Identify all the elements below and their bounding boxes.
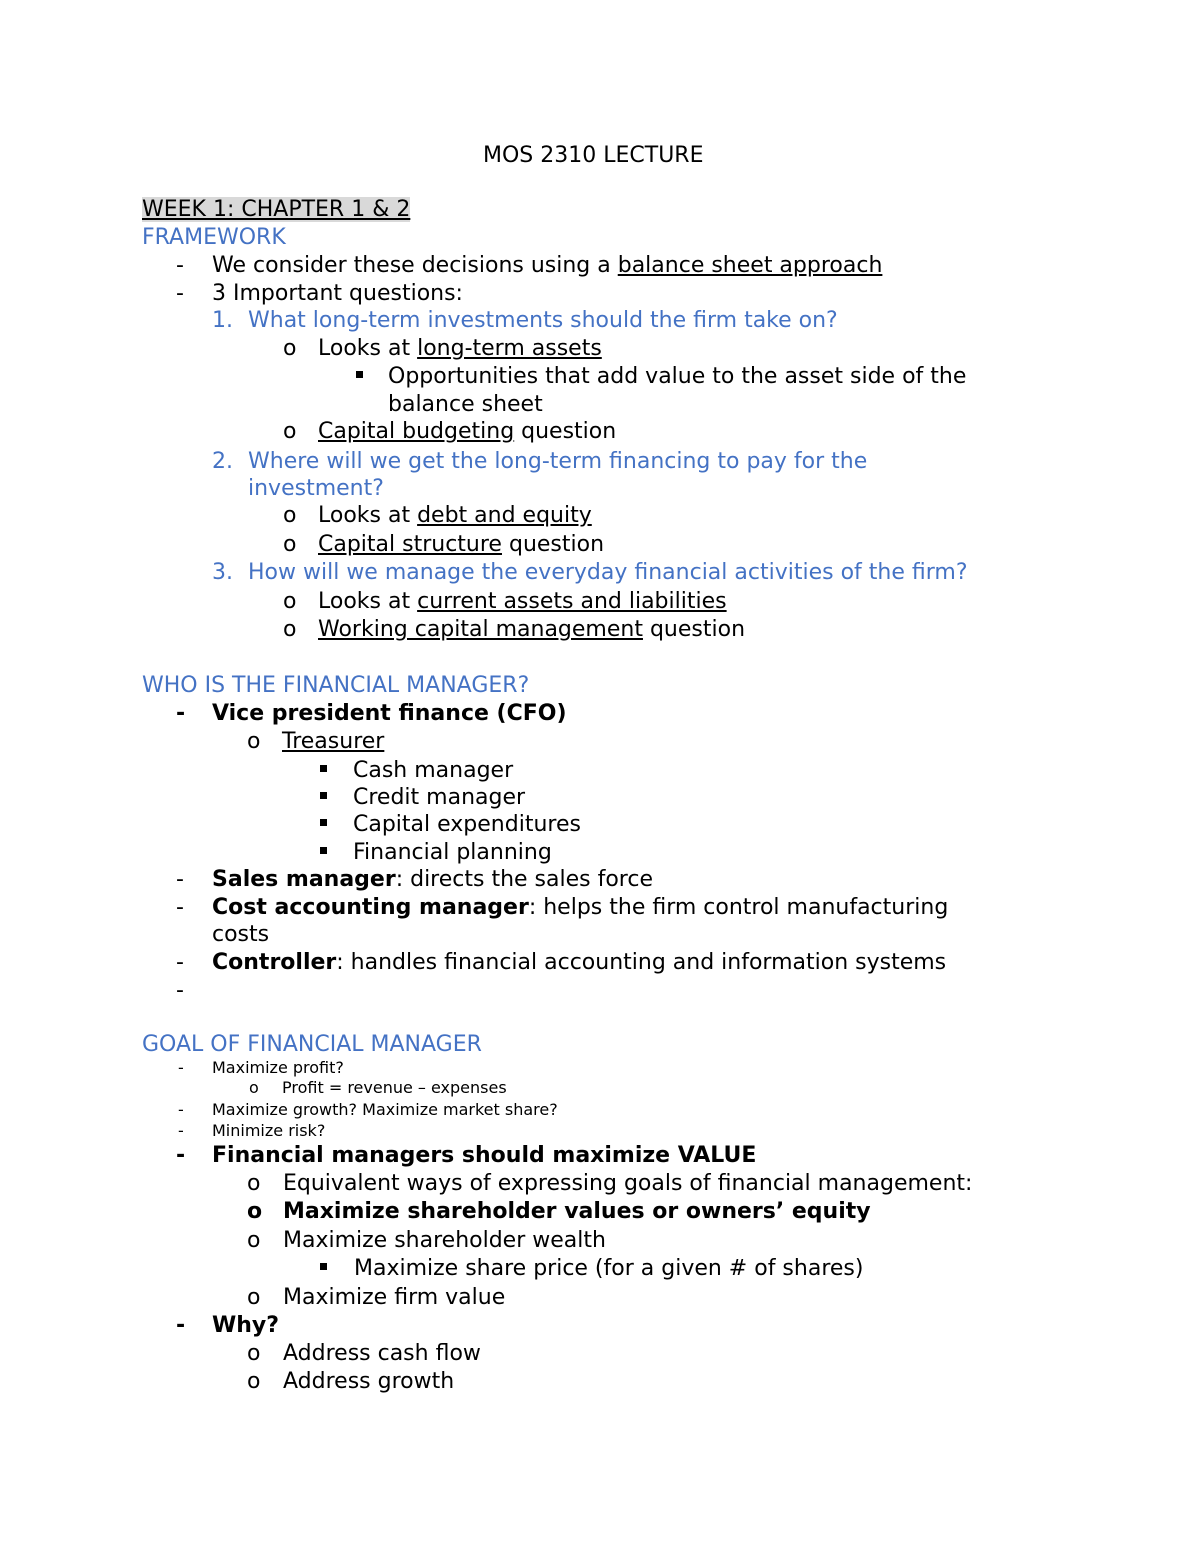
dash-bullet: -: [176, 1143, 186, 1168]
text: : helps the firm control manufacturing: [528, 895, 949, 920]
text: question: [501, 532, 605, 557]
goal-heading: GOAL OF FINANCIAL MANAGER: [142, 1032, 482, 1057]
question-2-line-2: investment?: [248, 476, 384, 501]
framework-line-1: [212, 252, 882, 280]
underlined-text: Working capital management: [318, 617, 643, 642]
q1-subitem-line-2: balance sheet: [388, 392, 543, 417]
circle-bullet: o: [283, 617, 297, 642]
goal-equivalent: Equivalent ways of expressing goals of financial management:: [283, 1171, 973, 1196]
question-3: How will we manage the everyday financial activities of the firm?: [248, 560, 968, 585]
circle-bullet: o: [247, 1285, 261, 1310]
why-heading: Why?: [212, 1313, 280, 1338]
page-title: MOS 2310 LECTURE: [483, 143, 704, 168]
circle-bullet: o: [283, 419, 297, 444]
cost-accounting-continued: costs: [212, 922, 270, 947]
circle-bullet: o: [283, 532, 297, 557]
vp-finance: Vice president finance (CFO): [212, 701, 567, 726]
square-bullet: [320, 792, 327, 799]
square-bullet: [356, 371, 363, 378]
who-heading: WHO IS THE FINANCIAL MANAGER?: [142, 673, 530, 698]
q1-subitem-line-1: Opportunities that add value to the asset side of the: [388, 364, 967, 389]
q3-item-a: [318, 588, 727, 616]
dash-bullet: -: [178, 1058, 184, 1077]
q1-item-b: [318, 418, 616, 446]
week-heading-text: WEEK 1: CHAPTER 1 & 2: [142, 197, 411, 222]
question-2-line-1: Where will we get the long-term financing to pay for the: [248, 449, 868, 474]
dash-bullet: -: [178, 1121, 184, 1140]
bold-term: Sales manager: [212, 867, 396, 892]
text: question: [642, 617, 746, 642]
goal-main: Financial managers should maximize VALUE: [212, 1143, 757, 1168]
bold-term: Cost accounting manager: [212, 895, 529, 920]
square-bullet: [320, 765, 327, 772]
treasurer-item: Cash manager: [353, 758, 514, 783]
underlined-text: current assets and liabilities: [417, 589, 727, 614]
goal-wealth: Maximize shareholder wealth: [283, 1228, 606, 1253]
circle-bullet: o: [249, 1078, 259, 1097]
framework-heading: FRAMEWORK: [142, 225, 286, 250]
q2-item-b: [318, 531, 604, 559]
q3-item-b: [318, 616, 745, 644]
week-heading: [142, 196, 410, 224]
q1-item-a: [318, 335, 602, 363]
dash-bullet: -: [176, 895, 184, 920]
goal-small-subitem: Profit = revenue – expenses: [282, 1078, 507, 1097]
underlined-text: debt and equity: [417, 503, 592, 528]
goal-small-item: Minimize risk?: [212, 1121, 326, 1140]
dash-bullet: -: [176, 253, 184, 278]
text: : handles financial accounting and information systems: [336, 950, 947, 975]
controller: [212, 949, 946, 977]
square-bullet: [320, 1263, 327, 1270]
question-number: 2.: [212, 449, 233, 474]
cost-accounting-manager: [212, 894, 948, 922]
q2-item-a: [318, 502, 592, 530]
goal-small-item: Maximize growth? Maximize market share?: [212, 1100, 558, 1119]
circle-bullet: o: [247, 729, 261, 754]
framework-line-2: 3 Important questions:: [212, 281, 463, 306]
text: : directs the sales force: [395, 867, 653, 892]
text: Looks at: [318, 503, 418, 528]
dash-bullet: -: [176, 281, 184, 306]
treasurer-item: Credit manager: [353, 785, 526, 810]
circle-bullet: o: [247, 1171, 261, 1196]
circle-bullet: o: [283, 336, 297, 361]
square-bullet: [320, 819, 327, 826]
circle-bullet: o: [283, 589, 297, 614]
question-number: 3.: [212, 560, 233, 585]
text: question: [514, 419, 617, 444]
why-item: Address growth: [283, 1369, 455, 1394]
question-number: 1.: [212, 308, 233, 333]
dash-bullet: -: [176, 1313, 186, 1338]
dash-bullet: -: [176, 867, 184, 892]
dash-bullet: -: [176, 950, 184, 975]
treasurer-item: Capital expenditures: [353, 812, 581, 837]
circle-bullet: o: [247, 1341, 261, 1366]
goal-small-item: Maximize profit?: [212, 1058, 344, 1077]
goal-firm-value: Maximize firm value: [283, 1285, 506, 1310]
circle-bullet: o: [247, 1199, 263, 1224]
question-1: What long-term investments should the firm take on?: [248, 308, 838, 333]
circle-bullet: o: [247, 1228, 261, 1253]
circle-bullet: o: [247, 1369, 261, 1394]
square-bullet: [320, 847, 327, 854]
text: Looks at: [318, 336, 418, 361]
why-item: Address cash flow: [283, 1341, 481, 1366]
bold-term: Controller: [212, 950, 337, 975]
dash-bullet: -: [178, 1100, 184, 1119]
underlined-text: Capital structure: [318, 532, 502, 557]
underlined-text: long-term assets: [417, 336, 602, 361]
treasurer-item: Financial planning: [353, 840, 552, 865]
text: Looks at: [318, 589, 418, 614]
sales-manager: [212, 866, 653, 894]
goal-share-price: Maximize share price (for a given # of shares): [354, 1256, 864, 1281]
treasurer: Treasurer: [282, 729, 385, 754]
goal-shareholder-values: Maximize shareholder values or owners’ equity: [283, 1199, 871, 1224]
dash-bullet: -: [176, 978, 184, 1003]
dash-bullet: -: [176, 701, 186, 726]
circle-bullet: o: [283, 503, 297, 528]
underlined-text: Capital budgeting: [318, 419, 515, 444]
text: We consider these decisions using a: [212, 253, 618, 278]
underlined-text: balance sheet approach: [617, 253, 883, 278]
